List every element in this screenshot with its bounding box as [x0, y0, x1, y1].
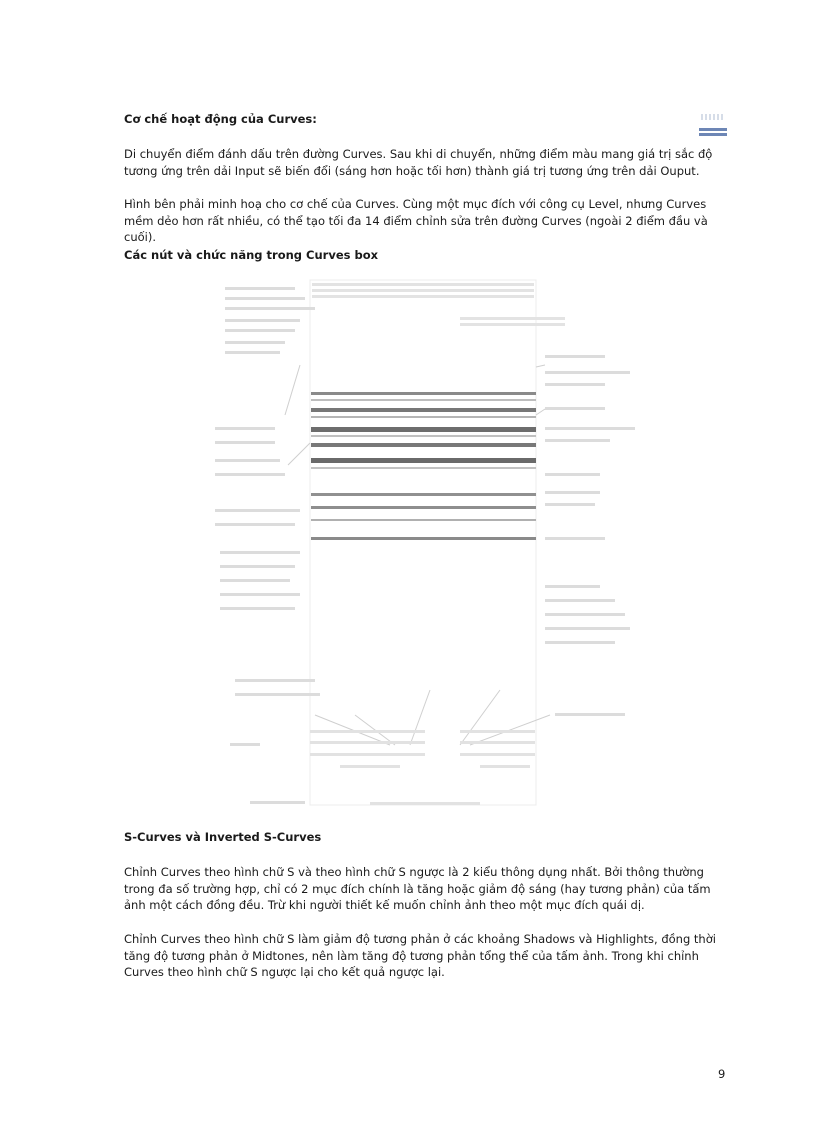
heading-s-curves: S-Curves và Inverted S-Curves: [124, 830, 322, 844]
thumbnail-icon: [699, 114, 727, 138]
curve-stripes: [311, 392, 536, 540]
paragraph-curves-illustration: Hình bên phải minh hoạ cho cơ chế của Curves. Cùng một mục đích với công cụ Level, nhưng Curves mềm dẻo hơn rất nhiều, có thể tạo tối đa 14 điểm chỉnh sửa trên đường Curves (ngoài 2 điểm đầu và cuối).: [124, 197, 708, 244]
heading-curves-mechanism: Cơ chế hoạt động của Curves:: [124, 112, 317, 126]
paragraph-s-curves-effect: Chỉnh Curves theo hình chữ S làm giảm độ tương phản ở các khoảng Shadows và Highlights, đồng thời tăng độ tương phản ở Midtones, nên làm tăng độ tương phản tổng thể của tấm ảnh. Trong khi chỉnh Curves theo hình chữ S ngược lại cho kết quả ngược lại.: [124, 932, 716, 979]
heading-curves-box-buttons: Các nút và chức năng trong Curves box: [124, 248, 379, 262]
page-number: 9: [718, 1067, 726, 1081]
diagram-icon: [210, 275, 640, 815]
paragraph-curves-move: Di chuyển điểm đánh dấu trên đường Curves. Sau khi di chuyển, những điểm màu mang giá trị sắc độ tương ứng trên dải Input sẽ biến đổi (sáng hơn hoặc tối hơn) thành giá trị tương ứng trên dải Ouput.: [124, 147, 713, 178]
paragraph-s-curves-usage: Chỉnh Curves theo hình chữ S và theo hình chữ S ngược là 2 kiểu thông dụng nhất. Bởi thông thường trong đa số trường hợp, chỉ có 2 mục đích chính là tăng hoặc giảm độ sáng (hay tương phản) của tấm ảnh một cách đồng đều. Trừ khi người thiết kế muốn chỉnh ảnh theo một mục đích quái dị.: [124, 865, 711, 912]
curves-dialog-diagram: [210, 275, 640, 815]
